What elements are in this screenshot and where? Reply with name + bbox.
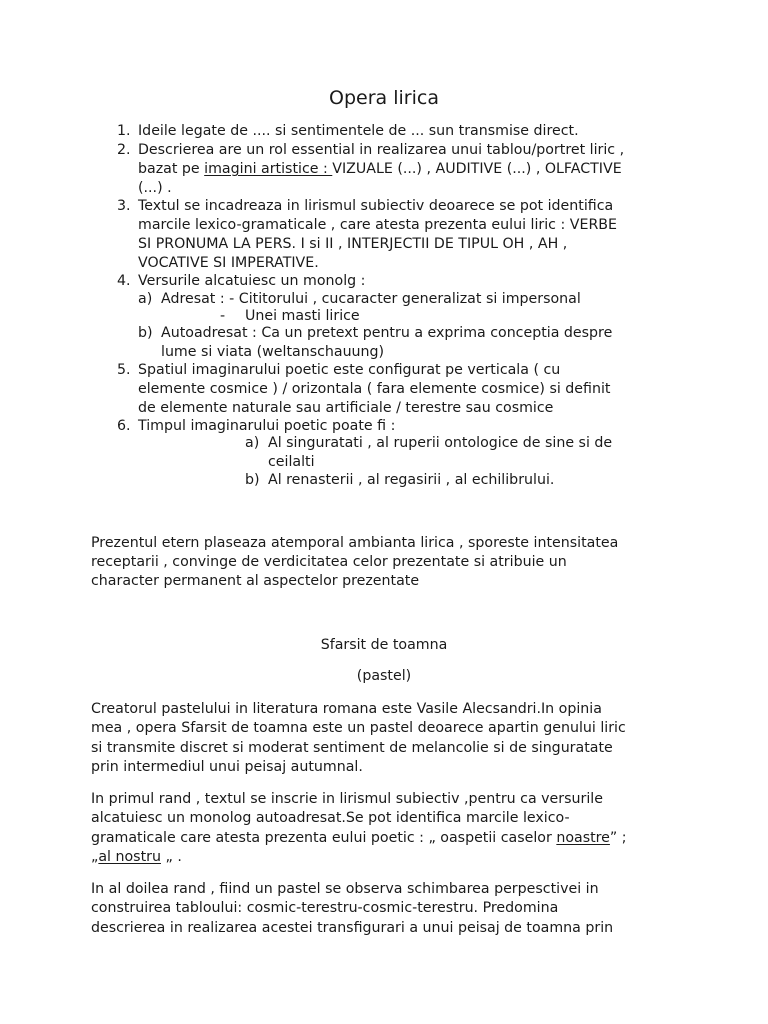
list-item-3-line: Textul se incadreaza in lirismul subiectiv deoarece se pot identifica	[138, 198, 614, 214]
text-run: bazat pe	[138, 161, 205, 177]
paragraph-line: construirea tabloului: cosmic-terestru-cosmic-terestru. Predomina	[91, 900, 559, 916]
list-number-1: 1.	[117, 123, 131, 139]
underlined-text: noastre	[556, 830, 610, 846]
paragraph-line	[91, 848, 182, 867]
list-item-1-line: Ideile legate de .... si sentimentele de ... sun transmise direct.	[138, 123, 579, 139]
list-item-5-line: Spatiul imaginarului poetic este configurat pe verticala ( cu	[138, 362, 561, 378]
text-run: „	[91, 849, 99, 865]
underlined-text: al nostru	[98, 849, 161, 865]
list-item-4-line: Versurile alcatuiesc un monolg :	[138, 273, 366, 289]
list-item-6-line: Timpul imaginarului poetic poate fi :	[138, 418, 396, 434]
list-number-6: 6.	[117, 418, 131, 434]
sublist-label-b: b)	[138, 325, 153, 341]
section-title: Sfarsit de toamna	[320, 637, 448, 653]
paragraph-line: receptarii , convinge de verdicitatea celor prezentate si atribuie un	[91, 554, 567, 570]
paragraph-line: mea , opera Sfarsit de toamna este un pastel deoarece apartin genului liric	[91, 720, 626, 736]
sublist-label-a: a)	[245, 435, 260, 451]
text-run: „ .	[160, 849, 182, 865]
paragraph-line: character permanent al aspectelor prezentate	[91, 573, 420, 589]
paragraph-line: Creatorul pastelului in literatura romana este Vasile Alecsandri.In opinia	[91, 701, 602, 717]
sublist-item-b-line: lume si viata (weltanschauung)	[161, 344, 385, 360]
sublist-item-a-line: ceilalti	[268, 454, 315, 470]
sublist-item-a-line: Adresat : - Cititorului , cucaracter generalizat si impersonal	[161, 291, 581, 307]
sublist-item-b-line: Autoadresat : Ca un pretext pentru a exprima conceptia despre	[161, 325, 613, 341]
paragraph-line	[91, 829, 627, 848]
list-number-4: 4.	[117, 273, 131, 289]
paragraph-line: alcatuiesc un monolog autoadresat.Se pot identifica marcile lexico-	[91, 810, 570, 826]
list-item-2-line	[138, 160, 622, 179]
list-item-3-line: SI PRONUMA LA PERS. I si II , INTERJECTII DE TIPUL OH , AH ,	[138, 236, 568, 252]
list-item-2-line: (...) .	[138, 180, 172, 196]
paragraph-line: descrierea in realizarea acestei transfigurari a unui peisaj de toamna prin	[91, 920, 614, 936]
sublist-item-b-line: Al renasterii , al regasirii , al echilibrului.	[268, 472, 555, 488]
sublist-dash: -	[220, 308, 226, 324]
paragraph-line: In primul rand , textul se inscrie in lirismul subiectiv ,pentru ca versurile	[91, 791, 603, 807]
sublist-item-a-line: Unei masti lirice	[245, 308, 360, 324]
section-subtitle: (pastel)	[356, 668, 412, 684]
underlined-text: imagini artistice :	[204, 161, 333, 177]
list-item-5-line: de elemente naturale sau artificiale / terestre sau cosmice	[138, 400, 554, 416]
list-number-5: 5.	[117, 362, 131, 378]
list-number-2: 2.	[117, 142, 131, 158]
paragraph-line: prin intermediul unui peisaj autumnal.	[91, 759, 363, 775]
paragraph-line: Prezentul etern plaseaza atemporal ambianta lirica , sporeste intensitatea	[91, 535, 619, 551]
page-title: Opera lirica	[329, 87, 439, 109]
list-item-3-line: VOCATIVE SI IMPERATIVE.	[138, 255, 319, 271]
text-run: VIZUALE (...) , AUDITIVE (...) , OLFACTIVE	[332, 161, 622, 177]
text-run: ” ;	[609, 830, 627, 846]
text-run: gramaticale care atesta prezenta eului poetic : „ oaspetii caselor	[91, 830, 557, 846]
list-item-5-line: elemente cosmice ) / orizontala ( fara elemente cosmice) si definit	[138, 381, 611, 397]
sublist-item-a-line: Al singuratati , al ruperii ontologice de sine si de	[268, 435, 613, 451]
list-item-3-line: marcile lexico-gramaticale , care atesta prezenta eului liric : VERBE	[138, 217, 618, 233]
sublist-label-b: b)	[245, 472, 260, 488]
paragraph-line: In al doilea rand , fiind un pastel se observa schimbarea perpesctivei in	[91, 881, 599, 897]
list-item-2-line: Descrierea are un rol essential in realizarea unui tablou/portret liric ,	[138, 142, 625, 158]
list-number-3: 3.	[117, 198, 131, 214]
sublist-label-a: a)	[138, 291, 153, 307]
paragraph-line: si transmite discret si moderat sentiment de melancolie si de singuratate	[91, 740, 613, 756]
